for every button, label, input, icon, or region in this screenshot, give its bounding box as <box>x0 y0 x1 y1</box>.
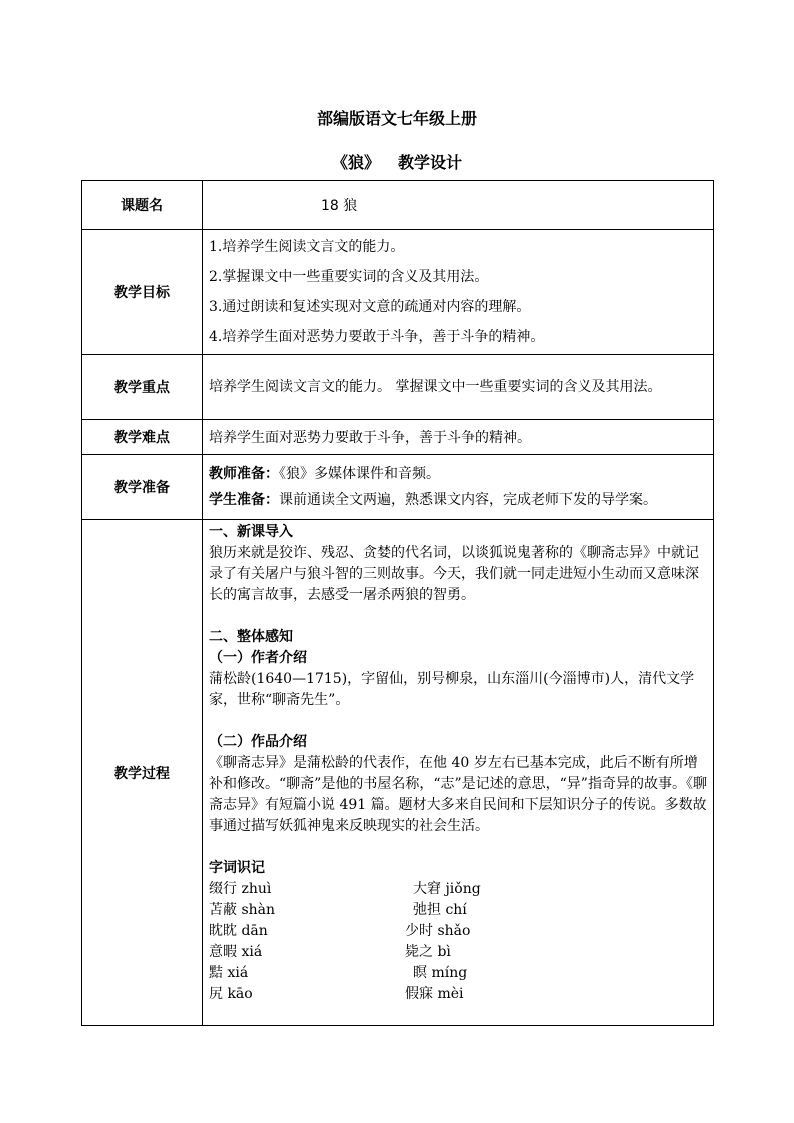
vocab-title: 字词识记 <box>209 860 265 876</box>
work-intro-title: （二）作品介绍 <box>209 734 307 750</box>
section-overview-title: 二、整体感知 <box>209 629 293 645</box>
student-prep-label: 学生准备： <box>209 492 279 508</box>
teacher-prep-value: 《狼》多媒体课件和音频。 <box>279 466 440 482</box>
vocab-item: 瞑 míng <box>413 965 468 981</box>
vocab-list <box>209 879 709 1005</box>
goals-label: 教学目标 <box>82 230 203 355</box>
focus-label: 教学重点 <box>82 355 203 420</box>
student-prep-value: 课前通读全文两遍，熟悉课文内容，完成老师下发的导学案。 <box>279 492 657 508</box>
topic-value-cell <box>203 181 714 230</box>
document-subtitle <box>0 150 794 173</box>
section-intro-text: 狼历来就是狡诈、残忍、贪婪的代名词，以谈狐说鬼著称的《聊斋志异》中就记录了有关屠户与狼斗智的三则故事。今天，我们就一同走进短小生动而又意味深长的寓言故事，去感受一屠杀两狼的智勇。 <box>209 545 699 603</box>
vocab-item: 黠 xiá <box>209 965 249 981</box>
vocab-item: 假寐 mèi <box>405 986 464 1002</box>
vocab-item: 弛担 chí <box>413 902 467 918</box>
author-intro-title: （一）作者介绍 <box>209 650 307 666</box>
difficulty-label: 教学难点 <box>82 420 203 455</box>
prep-label: 教学准备 <box>82 455 203 520</box>
vocab-item: 少时 shǎo <box>405 923 471 939</box>
goal-item: 1.培养学生阅读文言文的能力。 <box>209 239 405 255</box>
student-prep <box>209 487 709 513</box>
process-cell <box>203 520 714 1026</box>
vocab-item: 大窘 jiǒng <box>413 881 481 897</box>
process-label: 教学过程 <box>82 520 203 1026</box>
topic-label: 课题名 <box>82 181 203 230</box>
vocab-item: 尻 kāo <box>209 986 253 1002</box>
design-label: 教学设计 <box>398 153 463 172</box>
author-intro-text: 蒲松龄(1640—1715)，字留仙，别号柳泉，山东淄川(今淄博市)人，清代文学家，世称“聊斋先生”。 <box>209 671 695 708</box>
goal-item: 3.通过朗读和复述实现对文意的疏通对内容的理解。 <box>209 299 531 315</box>
document-title: 部编版语文七年级上册 <box>316 109 477 128</box>
vocab-item: 眈眈 dān <box>209 923 268 939</box>
vocab-item: 意暇 xiá <box>209 944 263 960</box>
vocab-item: 缀行 zhuì <box>209 881 272 897</box>
table-row-topic <box>82 181 714 230</box>
table-row-prep <box>82 455 714 520</box>
goal-item: 4.培养学生面对恶势力要敢于斗争，善于斗争的精神。 <box>209 329 545 345</box>
goal-item: 2.掌握课文中一些重要实词的含义及其用法。 <box>209 269 489 285</box>
goals-cell <box>203 230 714 355</box>
vocab-item: 毙之 bì <box>405 944 451 960</box>
teacher-prep-label: 教师准备： <box>209 466 279 482</box>
section-intro-title: 一、新课导入 <box>209 524 293 540</box>
teacher-prep <box>209 461 709 487</box>
table-row-difficulty <box>82 420 714 455</box>
table-row-focus <box>82 355 714 420</box>
table-row-process <box>82 520 714 1026</box>
focus-value: 培养学生阅读文言文的能力。 掌握课文中一些重要实词的含义及其用法。 <box>203 355 714 420</box>
prep-cell <box>203 455 714 520</box>
book-title: 《狼》 <box>331 153 380 172</box>
table-row-goals <box>82 230 714 355</box>
difficulty-value: 培养学生面对恶势力要敢于斗争，善于斗争的精神。 <box>203 420 714 455</box>
topic-value: 18 狼 <box>321 198 358 214</box>
lesson-plan-table <box>81 180 714 1026</box>
vocab-item: 苫蔽 shàn <box>209 902 276 918</box>
work-intro-text: 《聊斋志异》是蒲松龄的代表作，在他 40 岁左右已基本完成，此后不断有所增补和修改。“聊斋”是他的书屋名称，“志”是记述的意思，“异”指奇异的故事。《聊斋志异》有短篇小说 491 篇。题材大多来自民间和下层知识分子的传说。多数故事通过描写妖狐神鬼来反映现实的社会生活。 <box>209 755 707 834</box>
